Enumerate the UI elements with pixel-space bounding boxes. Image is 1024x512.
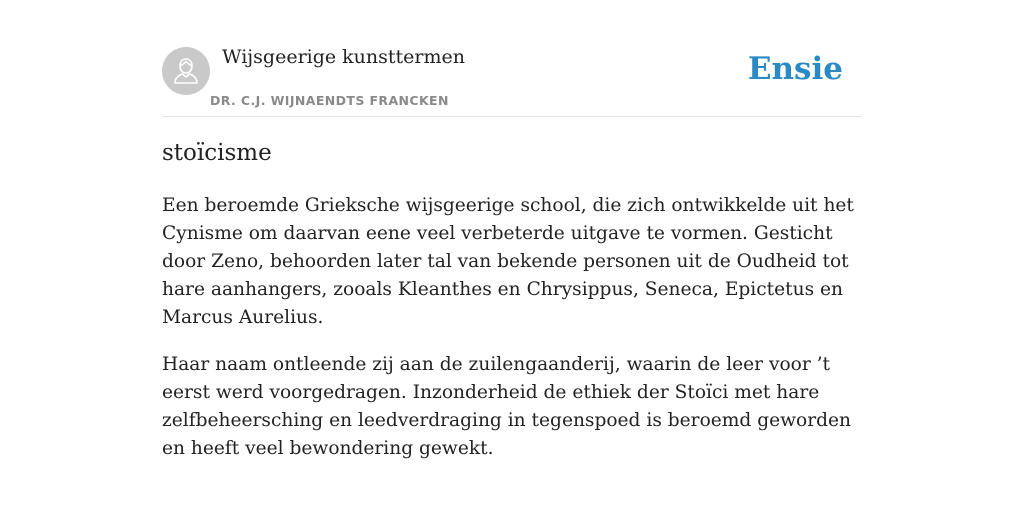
ensie-logo[interactable]: Ensie (747, 51, 843, 87)
paragraph: Haar naam ontleende zij aan de zuilengaanderij, waarin de leer voor ’t eerst werd voorgedragen. Inzonderheid de ethiek der Stoïci met hare zelfbeheersching en leedverdraging in tegenspoed is beroemd geworden en heeft veel bewondering gewekt. (162, 354, 851, 459)
source-title[interactable]: Wijsgeerige kunsttermen (222, 46, 466, 68)
user-silhouette-icon (162, 47, 210, 95)
article-body (162, 192, 866, 482)
term-title: stoïcisme (162, 140, 272, 166)
paragraph: Een beroemde Grieksche wijsgeerige school, die zich ontwikkelde uit het Cynisme om daarvan eene veel verbeterde uitgave te vormen. Gesticht door Zeno, behoorden later tal van bekende personen uit de Oudheid tot hare aanhangers, zooals Kleanthes en Chrysippus, Seneca, Epictetus en Marcus Aurelius. (162, 195, 854, 328)
author-name[interactable]: DR. C.J. WIJNAENDTS FRANCKEN (210, 93, 449, 108)
source-header (162, 40, 862, 117)
avatar[interactable] (162, 47, 210, 95)
